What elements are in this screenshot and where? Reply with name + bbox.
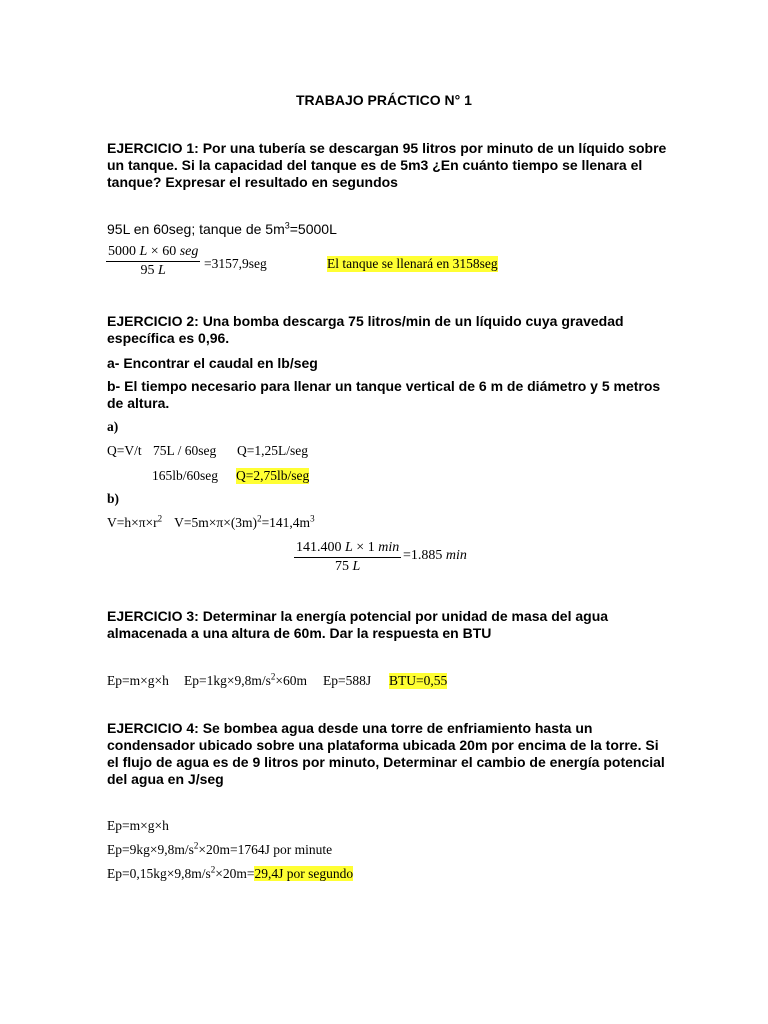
ex1-answer-highlight: El tanque se llenará en 3158seg xyxy=(327,256,498,271)
ex2-a-line1-result: Q=1,25L/seg xyxy=(237,443,308,458)
ex3-line-substitution: $Ep=1kg\times 9,8m/s^2\times 60m$ xyxy=(184,671,307,688)
ex4-statement: EJERCICIO 4: Se bombea agua desde una torre de enfriamiento hasta un condensador ubicado sobre una plataforma ubicada 20m por encima de la torre. Si el flujo de agua es de 9 litros por minuto, Determinar el cambio de energía potencial del agua en J/seg xyxy=(107,720,665,787)
ex1-result: =3157,9seg xyxy=(204,256,267,271)
ex1-fraction-numerator: 5000 L × 60 seg xyxy=(108,244,199,259)
ex2-a-line2-division: 165lb/60seg xyxy=(152,468,218,483)
ex2-b-formula: V=h×π×r xyxy=(107,515,158,530)
ex2-fraction-denominator: 75 L xyxy=(334,559,361,574)
ex3-answer-highlight: BTU=0,55 xyxy=(389,673,448,688)
ex2-b-label: b) xyxy=(107,491,120,506)
ex2-b-volume: V=5m×π×(3m) xyxy=(174,515,258,530)
ex2-part-b: b- El tiempo necesario para llenar un tanque vertical de 6 m de diámetro y 5 metros de altura. xyxy=(107,378,661,411)
ex2-fraction xyxy=(294,540,401,575)
ex1-statement: EJERCICIO 1: Por una tubería se descargan 95 litros por minuto de un líquido sobre un tanque. Si la capacidad del tanque es de 5m3 ¿En cuánto tiempo se llenara el tanque? Expresar el resultado en segundos xyxy=(107,140,667,190)
ex1-line1-sup: 3 xyxy=(284,220,290,231)
ex1-fraction-denominator: 95 L xyxy=(140,263,166,278)
ex2-a-label: a) xyxy=(107,419,119,434)
ex4-answer-highlight: 29,4J por segundo xyxy=(254,866,354,881)
ex3-line-formula: Ep=m×g×h xyxy=(107,673,169,688)
ex2-b-sup3: 3 xyxy=(310,513,315,524)
ex2-fraction-result: =1.885 min xyxy=(403,548,467,563)
ex3-line-energy: Ep=588J xyxy=(323,673,372,688)
ex2-a-line1-division: 75L / 60seg xyxy=(153,443,217,458)
ex1-fraction-bar xyxy=(106,261,200,262)
ex2-a-line1-formula: Q=V/t xyxy=(107,443,142,458)
ex2-fraction-bar xyxy=(294,557,401,558)
ex1-line1-text-b: =5000L xyxy=(289,221,337,237)
ex2-a-answer-highlight: Q=2,75lb/seg xyxy=(236,468,310,483)
ex1-fraction xyxy=(106,244,200,279)
ex1-line1 xyxy=(107,221,337,237)
ex2-b-line1 xyxy=(107,515,315,531)
ex2-fraction-numerator: 141.400 L × 1 min xyxy=(296,540,400,555)
ex2-statement: EJERCICIO 2: Una bomba descarga 75 litros/min de un líquido cuya gravedad específica es 0,96. xyxy=(107,313,624,346)
ex4-line1: Ep=m×g×h xyxy=(107,818,169,833)
ex2-part-a: a- Encontrar el caudal en lb/seg xyxy=(107,355,318,371)
ex3-statement: EJERCICIO 3: Determinar la energía potencial por unidad de masa del agua almacenada a una altura de 60m. Dar la respuesta en BTU xyxy=(107,608,609,641)
page-title: TRABAJO PRÁCTICO N° 1 xyxy=(296,92,472,108)
ex4-line3: $Ep=0,15kg\times 9,8m/s^2\times 20m=29,4J$ por segundo xyxy=(107,864,354,881)
ex2-b-sup2: 2 xyxy=(257,513,262,524)
ex4-line2: $Ep=9kg\times 9,8m/s^2\times 20m=1764J$ por minute xyxy=(107,840,333,857)
ex2-b-volume-result: =141,4m xyxy=(261,515,311,530)
ex2-b-sup1: 2 xyxy=(157,513,163,524)
ex1-line1-text: 95L en 60seg; tanque de 5m xyxy=(107,221,285,237)
